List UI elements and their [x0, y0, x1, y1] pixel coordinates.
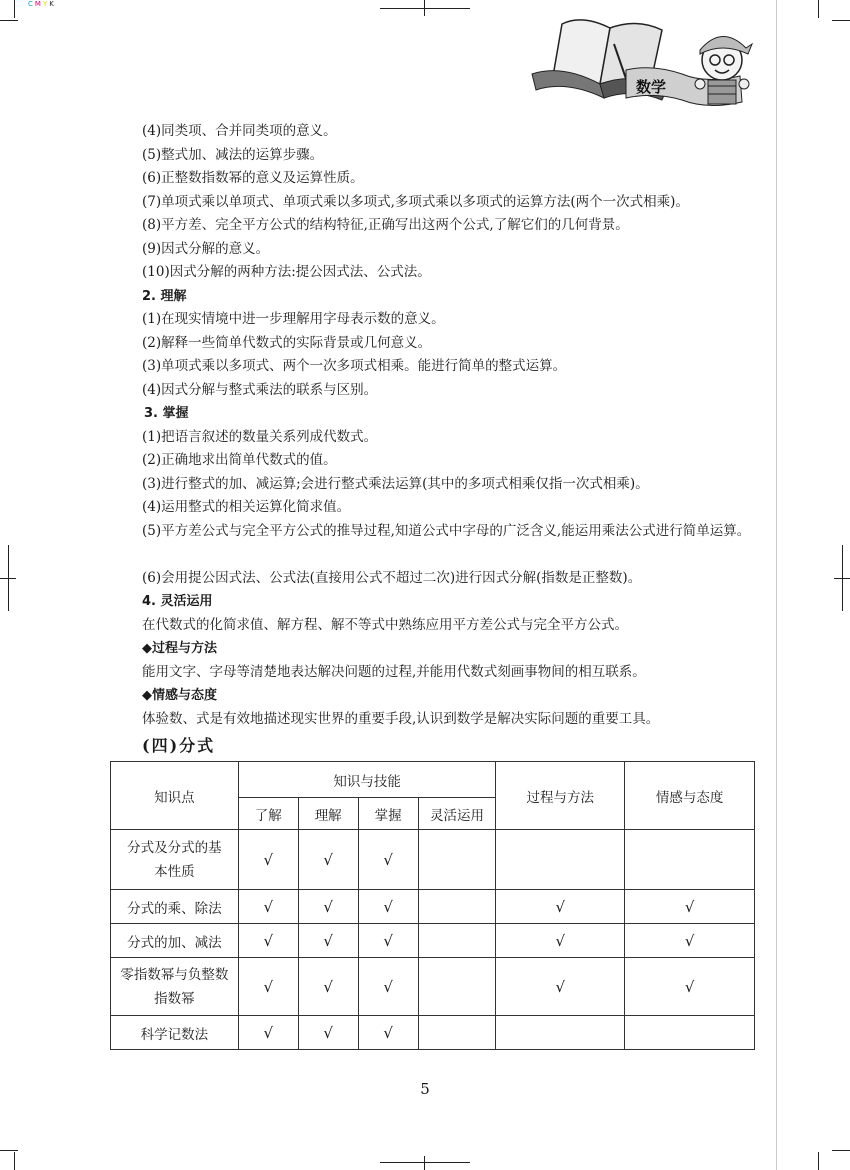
- check-cell: √: [298, 1016, 358, 1050]
- text-line: (1)在现实情境中进一步理解用字母表示数的意义。: [142, 311, 445, 327]
- subheader-cell: 理解: [298, 798, 358, 830]
- check-cell: [418, 958, 496, 1016]
- crop-mark: [380, 8, 470, 9]
- crop-mark: [380, 1162, 470, 1163]
- crop-mark: [14, 1152, 15, 1170]
- cmyk-y: Y: [42, 0, 50, 8]
- check-cell: [625, 1016, 755, 1050]
- page-number: 5: [420, 1080, 430, 1098]
- cmyk-color-bar: [28, 0, 56, 8]
- text-line: (4)运用整式的相关运算化简求值。: [142, 499, 351, 515]
- header-badge-text: 数学: [636, 78, 667, 96]
- check-cell: [418, 830, 496, 890]
- check-cell: √: [496, 924, 625, 958]
- row-label: 分式的乘、除法: [111, 890, 239, 924]
- crop-mark: [832, 20, 850, 21]
- row-label: 分式及分式的基本性质: [111, 830, 239, 890]
- text-line: 能用文字、字母等清楚地表达解决问题的过程,并能用代数式刻画事物间的相互联系。: [142, 663, 646, 680]
- check-cell: √: [238, 924, 298, 958]
- cmyk-m: M: [34, 0, 43, 8]
- check-cell: √: [298, 924, 358, 958]
- crop-mark: [832, 1150, 850, 1151]
- table-row: [111, 890, 755, 924]
- text-line: (3)进行整式的加、减运算;会进行整式乘法运算(其中的多项式相乘仅指一次式相乘)。: [142, 475, 649, 492]
- header-knowledge-skill: 知识与技能: [238, 762, 496, 798]
- check-cell: √: [238, 830, 298, 890]
- text-line: 在代数式的化简求值、解方程、解不等式中熟练应用平方差公式与完全平方公式。: [142, 616, 628, 633]
- heading-emotion-attitude: ◆情感与态度: [142, 688, 217, 703]
- check-cell: √: [625, 890, 755, 924]
- check-cell: √: [358, 890, 418, 924]
- crop-mark: [818, 0, 819, 18]
- check-cell: √: [298, 830, 358, 890]
- check-cell: √: [358, 958, 418, 1016]
- row-label: 科学记数法: [111, 1016, 239, 1050]
- text-line: (6)正整数指数幂的意义及运算性质。: [142, 170, 364, 186]
- text-line: (4)因式分解与整式乘法的联系与区别。: [142, 381, 378, 398]
- header-emotion-attitude: 情感与态度: [625, 762, 755, 830]
- check-cell: [496, 830, 625, 890]
- text-line: 体验数、式是有效地描述现实世界的重要手段,认识到数学是解决实际问题的重要工具。: [142, 710, 660, 727]
- check-cell: √: [496, 890, 625, 924]
- content-body: [110, 120, 760, 761]
- subheading-flexible: 4. 灵活运用: [142, 594, 213, 609]
- text-line: (1)把语言叙述的数量关系列成代数式。: [142, 428, 378, 445]
- subheader-cell: 掌握: [358, 798, 418, 830]
- crop-mark: [424, 0, 425, 16]
- subheading-understand: 2. 理解: [142, 288, 187, 304]
- row-label: 分式的加、减法: [111, 924, 239, 958]
- table-row: [111, 830, 755, 890]
- text-line: (6)会用提公因式法、公式法(直接用公式不超过二次)进行因式分解(指数是正整数)。: [142, 569, 642, 586]
- check-cell: √: [358, 924, 418, 958]
- header-book-illustration: [522, 14, 762, 110]
- text-line: (2)正确地求出简单代数式的值。: [142, 452, 337, 468]
- table-row: [111, 924, 755, 958]
- table-row: [111, 958, 755, 1016]
- check-cell: √: [238, 890, 298, 924]
- check-cell: [418, 1016, 496, 1050]
- row-label: 零指数幂与负整数指数幂: [111, 958, 239, 1016]
- crop-mark: [0, 20, 18, 21]
- check-cell: √: [625, 958, 755, 1016]
- crop-mark: [424, 1156, 425, 1170]
- subheader-cell: 了解: [238, 798, 298, 830]
- subheading-master: 3. 掌握: [144, 406, 189, 421]
- text-line: (9)因式分解的意义。: [142, 240, 270, 257]
- crop-mark: [842, 545, 843, 611]
- header-process-method: 过程与方法: [496, 762, 625, 830]
- check-cell: √: [625, 924, 755, 958]
- table-row: [111, 1016, 755, 1050]
- check-cell: √: [358, 1016, 418, 1050]
- text-line: (10)因式分解的两种方法:提公因式法、公式法。: [142, 264, 431, 280]
- check-cell: √: [298, 890, 358, 924]
- header-knowledge-point: 知识点: [111, 762, 239, 830]
- cmyk-k: K: [49, 0, 56, 8]
- check-cell: √: [238, 1016, 298, 1050]
- text-line: (4)同类项、合并同类项的意义。: [142, 123, 337, 139]
- check-cell: √: [238, 958, 298, 1016]
- text-line: (7)单项式乘以单项式、单项式乘以多项式,多项式乘以多项式的运算方法(两个一次式相乘)。: [142, 193, 689, 210]
- crop-mark: [0, 1150, 18, 1151]
- text-paragraph: (5)平方差公式与完全平方公式的推导过程,知道公式中字母的广泛含义,能运用乘法公式进行简单运算。: [142, 522, 751, 539]
- crop-mark: [14, 0, 15, 18]
- page-edge-line: [776, 0, 777, 1170]
- text-line: (5)整式加、减法的运算步骤。: [142, 146, 324, 163]
- text-line: (2)解释一些简单代数式的实际背景或几何意义。: [142, 334, 432, 351]
- crop-mark: [8, 545, 9, 611]
- section-title: (四)分式: [142, 736, 216, 755]
- check-cell: √: [298, 958, 358, 1016]
- check-cell: [418, 890, 496, 924]
- text-line: (8)平方差、完全平方公式的结构特征,正确写出这两个公式,了解它们的几何背景。: [142, 217, 629, 233]
- check-cell: √: [358, 830, 418, 890]
- text-line: (3)单项式乘以多项式、两个一次多项式相乘。能进行简单的整式运算。: [142, 358, 567, 374]
- check-cell: [418, 924, 496, 958]
- subheader-cell: 灵活运用: [418, 798, 496, 830]
- check-cell: [496, 1016, 625, 1050]
- check-cell: √: [496, 958, 625, 1016]
- check-cell: [625, 830, 755, 890]
- knowledge-table: [110, 761, 755, 1050]
- heading-process-method: ◆过程与方法: [142, 641, 217, 656]
- cmyk-c: C: [28, 0, 35, 8]
- crop-mark: [818, 1152, 819, 1170]
